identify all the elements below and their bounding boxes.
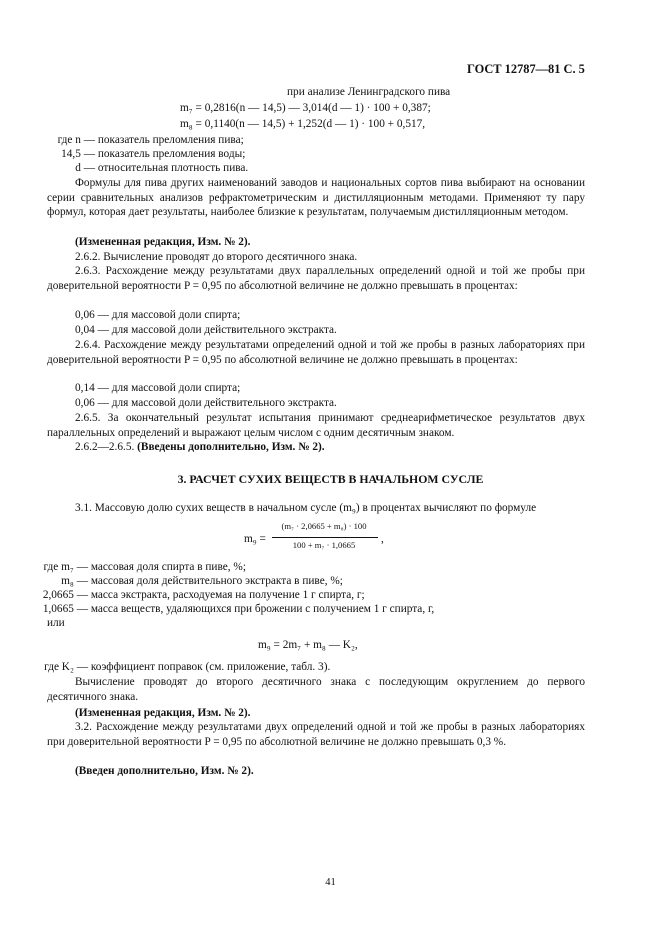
definition-symbol: m₈ — [61,575,88,587]
leningrad-intro: при анализе Ленинградского пива [287,86,451,98]
definition-row [33,602,434,617]
definition-text: относительная плотность пива. [97,162,249,174]
section-3-heading: 3. РАСЧЕТ СУХИХ ВЕЩЕСТВ В НАЧАЛЬНОМ СУСЛЕ [177,472,484,486]
clause-3-1: 3.1. Массовую долю сухих веществ в начальном сусле (m₉) в процентах вычисляют по формуле [75,502,537,514]
definition-symbol: 14,5 — [61,148,95,160]
clause-2-6-3-item: 0,04 — для массовой доли действительного экстракта. [75,324,337,336]
definition-symbol: где n — [57,134,95,146]
formula-m9-lhs: m₉ = [244,533,266,545]
fraction-bar [272,537,378,538]
edit-note: (Измененная редакция, Изм. № 2). [75,707,251,719]
clause-2-6-3: 2.6.3. Расхождение между результатами двух параллельных определений одной и той же пробы при доверительной вероятности P = 0,95 по абсолютной величине не должно превышать в процентах: [47,265,585,292]
edit-note: (Измененная редакция, Изм. № 2). [75,236,251,248]
definition-symbol: где m₇ — [43,561,88,573]
clause-2-6-3-item: 0,06 — для массовой доли спирта; [75,309,241,321]
definition-text: показатель преломления пива; [97,134,244,146]
definition-row [33,574,343,589]
definition-symbol: d — [75,162,95,174]
formula-m9-numerator: (m₇ · 2,0665 + m₈) · 100 [281,521,367,531]
definition-row [33,560,246,575]
formula-m9-denominator: 100 + m₇ · 1,0665 [292,540,356,550]
added-note: (Введены дополнительно, Изм. № 2). [137,441,325,453]
formula-m9-alt: m₉ = 2m₇ + m₈ — K₂, [258,639,358,651]
page-header: ГОСТ 12787—81 С. 5 [467,62,585,76]
definition-row [33,588,365,603]
definition-row [33,161,248,176]
formula-m8: m₈ = 0,1140(n — 14,5) + 1,252(d — 1) · 100 + 0,517, [180,118,426,130]
definition-row [33,133,244,148]
definition-row [33,660,330,675]
clause-3-2: 3.2. Расхождение между результатами двух определений одной и той же пробы в разных лабораториях при доверительной вероятности P = 0,95 по абсолютной величине не должно превышать 0,3 %. [47,721,585,748]
clause-2-6-5: 2.6.5. За окончательный результат испытания принимают среднеарифметическое результатов двух параллельных определений и выражают целым числом с одним десятичным знаком. [47,412,585,439]
definition-symbol: где K₂ — [44,661,88,673]
page-number: 41 [325,877,336,888]
clause-2-6-4-item: 0,06 — для массовой доли действительного экстракта. [75,397,337,409]
definition-text: показатель преломления воды; [97,148,246,160]
paragraph-rounding: Вычисление проводят до второго десятичного знака с последующим округлением до первого десятичного знака. [47,676,585,703]
formula-m9-tail: , [381,533,384,545]
definition-text: коэффициент поправок (см. приложение, табл. 3). [90,661,331,673]
definition-row [33,147,245,162]
definition-text: масса экстракта, расходуемая на получение 1 г спирта, г; [90,589,365,601]
clause-range: 2.6.2—2.6.5. [75,441,135,453]
clause-2-6-2-2-6-5-note [75,440,325,455]
clause-2-6-2: 2.6.2. Вычисление проводят до второго десятичного знака. [75,251,358,263]
definition-text: массовая доля спирта в пиве, %; [90,561,246,573]
definition-text: масса веществ, удаляющихся при брожении с получением 1 г спирта, г, [90,603,435,615]
definition-symbol: 1,0665 — [42,603,88,615]
clause-2-6-4: 2.6.4. Расхождение между результатами определений одной и той же пробы в разных лабораториях при доверительной вероятности P = 0,95 по абсолютной величине не должно превышать в процентах: [47,339,585,366]
added-note: (Введен дополнительно, Изм. № 2). [75,765,254,777]
formula-m7: m₇ = 0,2816(n — 14,5) — 3,014(d — 1) · 100 + 0,387; [180,102,431,114]
definition-symbol: 2,0665 — [42,589,88,601]
clause-2-6-4-item: 0,14 — для массовой доли спирта; [75,382,241,394]
paragraph-formulas: Формулы для пива других наименований заводов и национальных сортов пива выбирают на основании серии сравнительных анализов рефрактометрическим и дистилляционным методами. Применяют ту пару формул, которая дает результаты, наиболее близкие к результатам, получаемым дистилляционным методом. [47,177,585,219]
definition-text: массовая доля действительного экстракта в пиве, %; [90,575,343,587]
or-text: или [47,617,65,629]
